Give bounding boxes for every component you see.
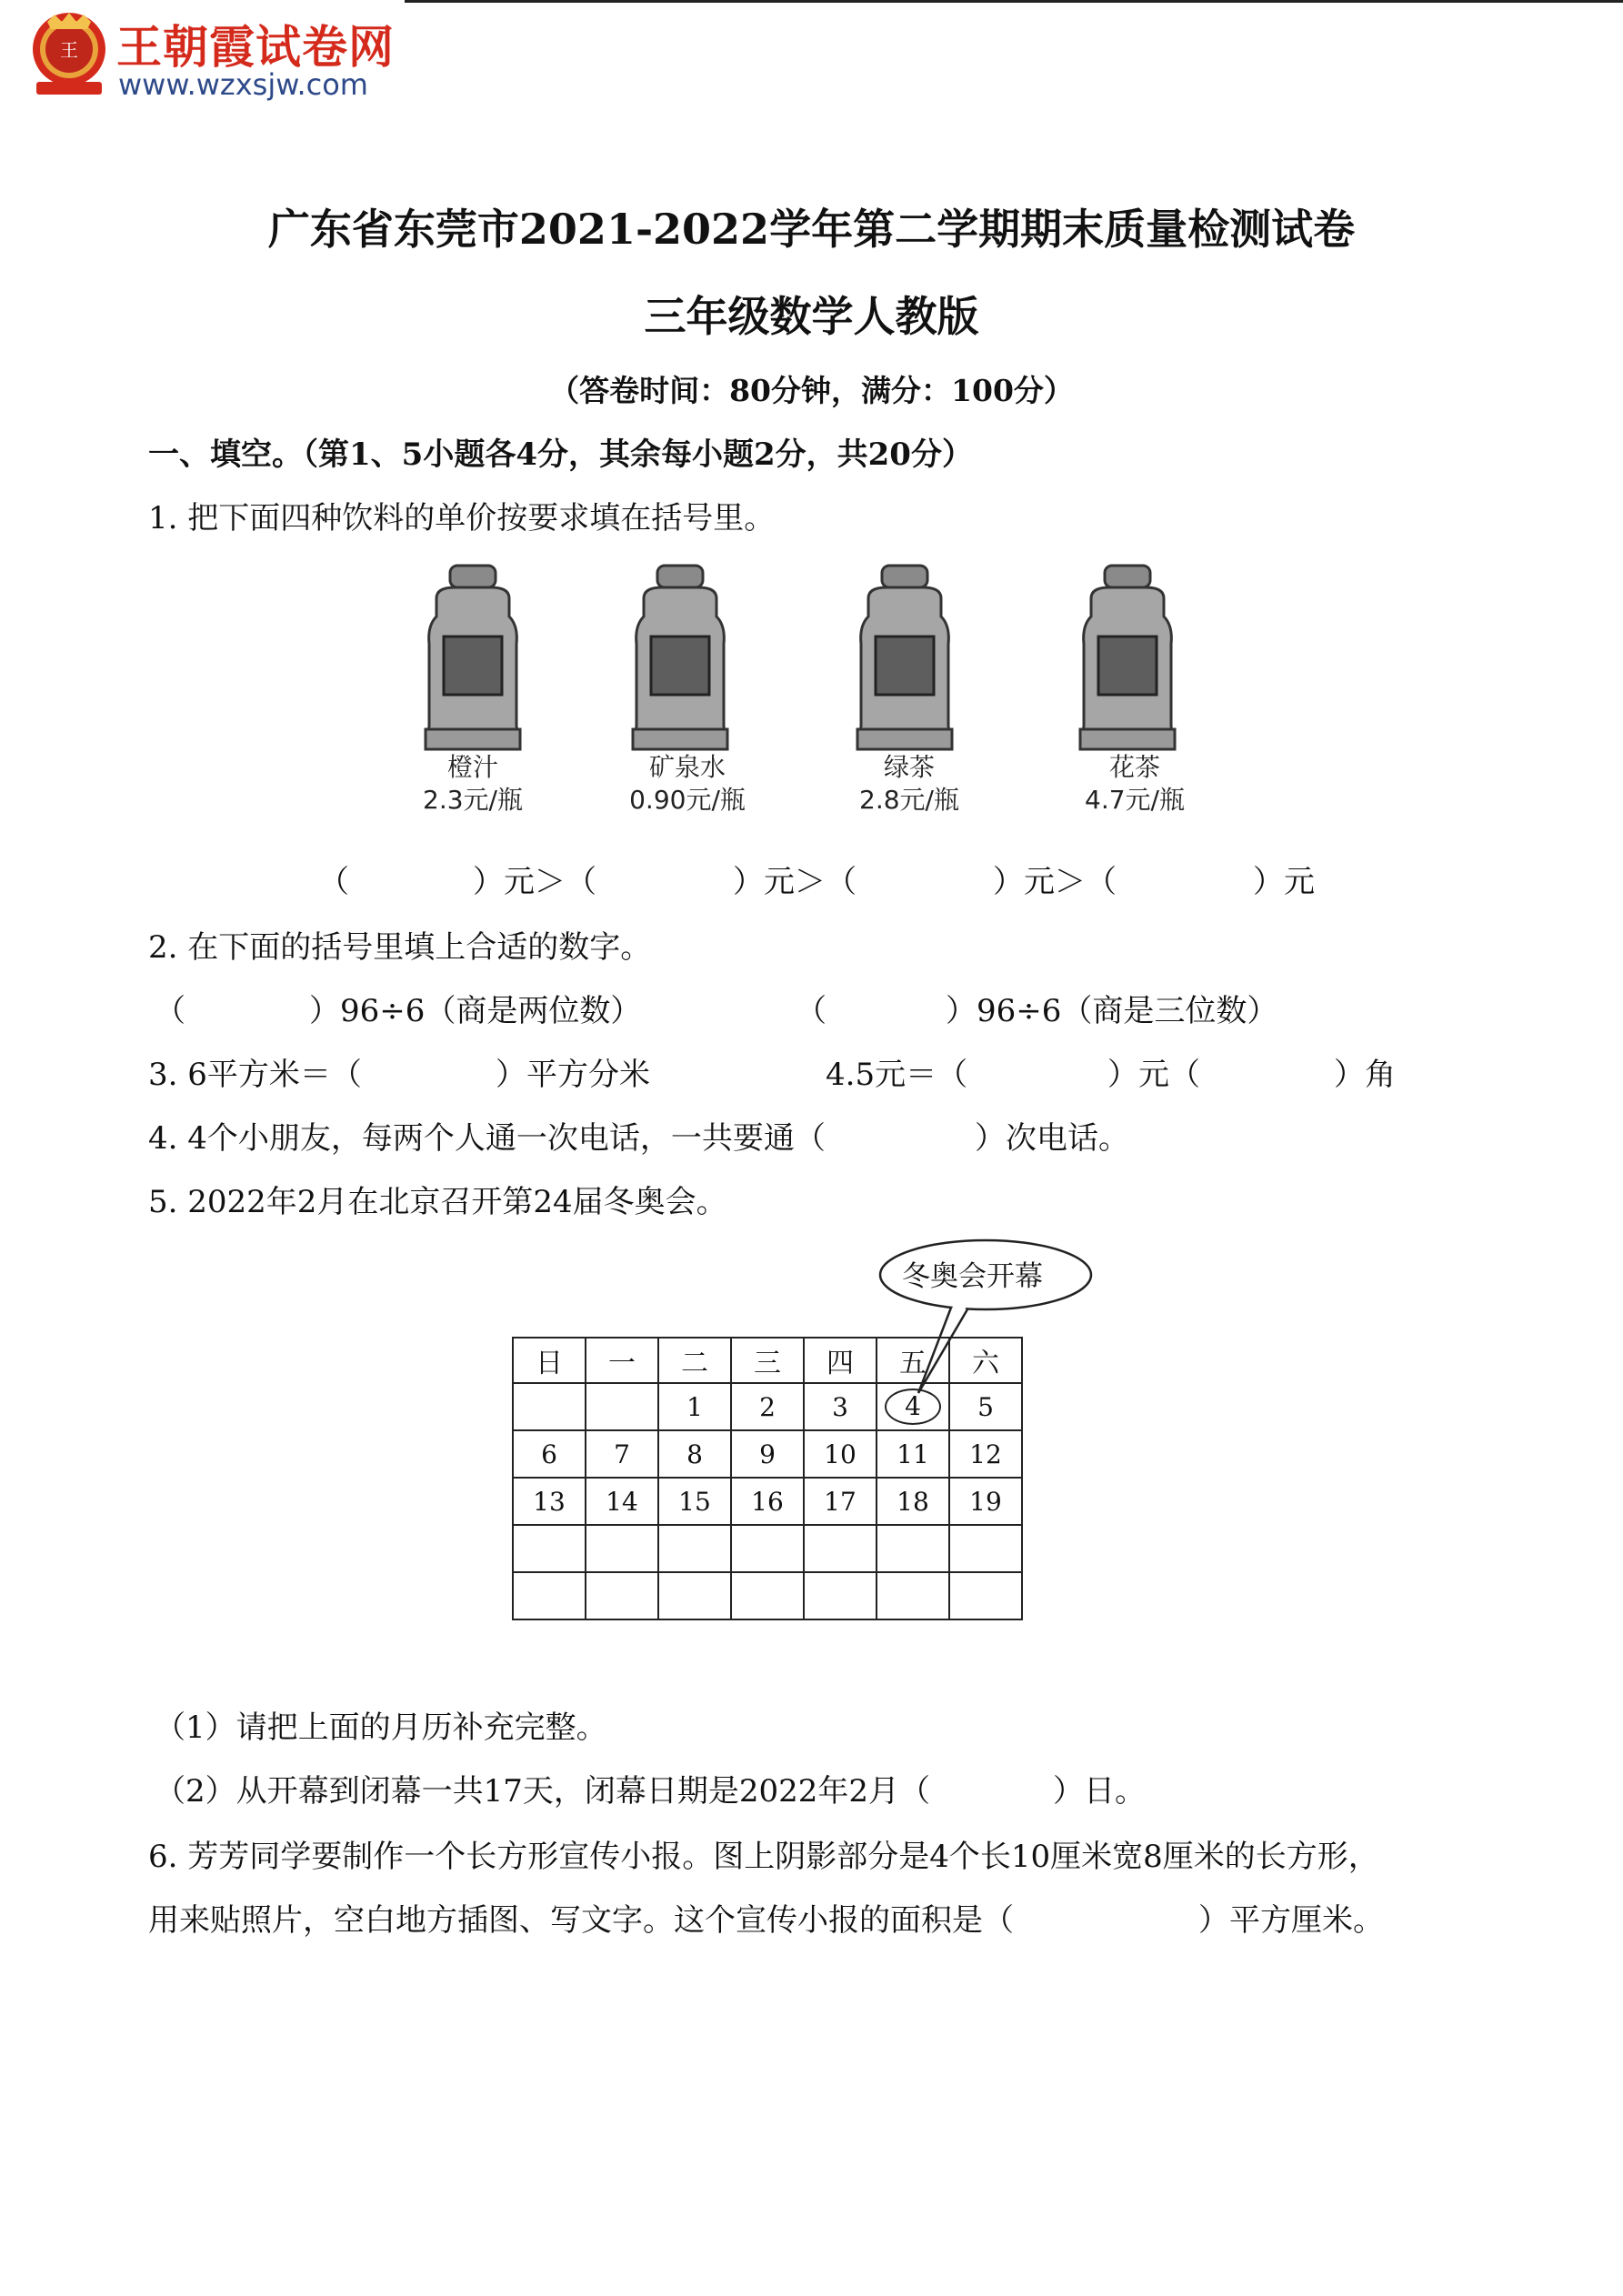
calendar-table xyxy=(512,1337,1023,1620)
day-cell: 17 xyxy=(804,1478,877,1525)
day-cell: 6 xyxy=(513,1430,586,1478)
bottle-icon xyxy=(418,562,527,753)
drink-name: 橙汁 xyxy=(446,752,498,782)
drink-label xyxy=(596,751,778,817)
weekday-cell: 六 xyxy=(949,1338,1022,1383)
question-6-line2a: 用来贴照片，空白地方插图、写文字。这个宣传小报的面积是（ xyxy=(148,1902,1014,1939)
day-cell xyxy=(804,1525,877,1572)
site-logo[interactable] xyxy=(25,7,407,107)
day-cell: 12 xyxy=(949,1430,1022,1478)
question-4-a: 4. 4个小朋友，每两个人通一次电话，一共要通（ xyxy=(148,1120,826,1157)
blank-open: （ xyxy=(155,993,185,1029)
logo-badge-icon xyxy=(25,7,113,98)
day-cell xyxy=(658,1572,731,1619)
question-2-text: 2. 在下面的括号里填上合适的数字。 xyxy=(148,929,652,966)
blank-close: ）元 xyxy=(1253,864,1315,900)
day-cell: 2 xyxy=(731,1383,804,1430)
question-3-d: ）元（ xyxy=(1107,1057,1200,1093)
opening-day-circle: 4 xyxy=(885,1389,941,1425)
weekday-cell: 日 xyxy=(513,1338,586,1383)
question-5-sub2a: （2）从开幕到闭幕一共17天，闭幕日期是2022年2月（ xyxy=(155,1773,931,1810)
blank-open: （ xyxy=(796,993,827,1029)
day-cell: 9 xyxy=(731,1430,804,1478)
calendar-row xyxy=(513,1572,1022,1619)
question-3-e: ）角 xyxy=(1334,1057,1396,1093)
calendar-row xyxy=(513,1478,1022,1525)
question-3-b: ）平方分米 xyxy=(496,1057,650,1093)
drink-price: 2.3元/瓶 xyxy=(423,785,523,815)
drink-label xyxy=(382,751,564,817)
calendar-row xyxy=(513,1525,1022,1572)
calendar-header-row xyxy=(513,1338,1022,1383)
bottle-icon xyxy=(626,562,735,753)
question-3-c: 4.5元＝（ xyxy=(826,1057,968,1093)
question-4-b: ）次电话。 xyxy=(975,1120,1129,1157)
day-cell: 7 xyxy=(586,1430,658,1478)
weekday-cell: 五 xyxy=(877,1338,949,1383)
question-5-sub1: （1）请把上面的月历补充完整。 xyxy=(155,1709,607,1746)
question-5-sub2b: ）日。 xyxy=(1053,1773,1146,1810)
blank-open: （ xyxy=(318,864,349,900)
site-url[interactable]: www.wzxsjw.com xyxy=(118,67,368,102)
question-2-left: ）96÷6（商是两位数） xyxy=(309,993,642,1029)
svg-text:王: 王 xyxy=(60,39,78,61)
question-3-a: 3. 6平方米＝（ xyxy=(148,1057,362,1093)
blank-separator: ）元＞（ xyxy=(473,864,596,900)
day-cell xyxy=(513,1572,586,1619)
bubble-text: 冬奥会开幕 xyxy=(902,1260,1043,1293)
day-cell xyxy=(586,1572,658,1619)
drink-label xyxy=(818,751,1000,817)
day-cell xyxy=(586,1525,658,1572)
blank-separator: ）元＞（ xyxy=(733,864,857,900)
weekday-cell: 一 xyxy=(586,1338,658,1383)
day-cell: 11 xyxy=(877,1430,949,1478)
question-6-line1: 6. 芳芳同学要制作一个长方形宣传小报。图上阴影部分是4个长10厘米宽8厘米的长方形， xyxy=(148,1839,1379,1875)
question-6-line2b: ）平方厘米。 xyxy=(1198,1902,1384,1939)
day-cell: 10 xyxy=(804,1430,877,1478)
day-cell xyxy=(877,1572,949,1619)
drink-name: 绿茶 xyxy=(883,752,935,782)
drink-name: 花茶 xyxy=(1108,752,1160,782)
day-cell xyxy=(658,1525,731,1572)
weekday-cell: 二 xyxy=(658,1338,731,1383)
drink-price: 4.7元/瓶 xyxy=(1085,785,1185,815)
section-1-heading: 一、填空。（第1、5小题各4分，其余每小题2分，共20分） xyxy=(148,436,973,473)
day-cell xyxy=(877,1525,949,1572)
weekday-cell: 三 xyxy=(731,1338,804,1383)
exam-subtitle: 三年级数学人教版 xyxy=(644,292,979,341)
day-cell xyxy=(731,1525,804,1572)
day-cell-opening xyxy=(877,1383,949,1430)
day-cell: 14 xyxy=(586,1478,658,1525)
day-cell xyxy=(949,1572,1022,1619)
drink-price: 0.90元/瓶 xyxy=(629,785,746,815)
day-cell xyxy=(731,1572,804,1619)
day-cell: 8 xyxy=(658,1430,731,1478)
day-cell xyxy=(949,1525,1022,1572)
drink-label xyxy=(1044,751,1226,817)
calendar-row xyxy=(513,1383,1022,1430)
day-cell: 19 xyxy=(949,1478,1022,1525)
drink-name: 矿泉水 xyxy=(648,752,726,782)
day-cell xyxy=(804,1572,877,1619)
day-cell: 16 xyxy=(731,1478,804,1525)
blank-separator: ）元＞（ xyxy=(993,864,1117,900)
drink-price: 2.8元/瓶 xyxy=(859,785,959,815)
day-cell: 3 xyxy=(804,1383,877,1430)
bottle-icon xyxy=(1073,562,1182,753)
question-2-right: ）96÷6（商是三位数） xyxy=(946,993,1278,1029)
day-cell xyxy=(586,1383,658,1430)
exam-title: 广东省东莞市2021-2022学年第二学期期末质量检测试卷 xyxy=(267,205,1356,254)
question-5-text: 5. 2022年2月在北京召开第24届冬奥会。 xyxy=(148,1184,727,1220)
bottle-icon xyxy=(850,562,959,753)
day-cell: 5 xyxy=(949,1383,1022,1430)
question-1-text: 1. 把下面四种饮料的单价按要求填在括号里。 xyxy=(148,500,776,536)
site-name: 王朝霞试卷网 xyxy=(116,21,395,74)
day-cell: 13 xyxy=(513,1478,586,1525)
day-cell: 18 xyxy=(877,1478,949,1525)
day-cell xyxy=(513,1525,586,1572)
calendar-row xyxy=(513,1430,1022,1478)
day-cell: 15 xyxy=(658,1478,731,1525)
weekday-cell: 四 xyxy=(804,1338,877,1383)
exam-info: （答卷时间：80分钟，满分：100分） xyxy=(549,373,1074,408)
day-cell: 1 xyxy=(658,1383,731,1430)
top-rule xyxy=(405,0,1623,3)
day-cell xyxy=(513,1383,586,1430)
